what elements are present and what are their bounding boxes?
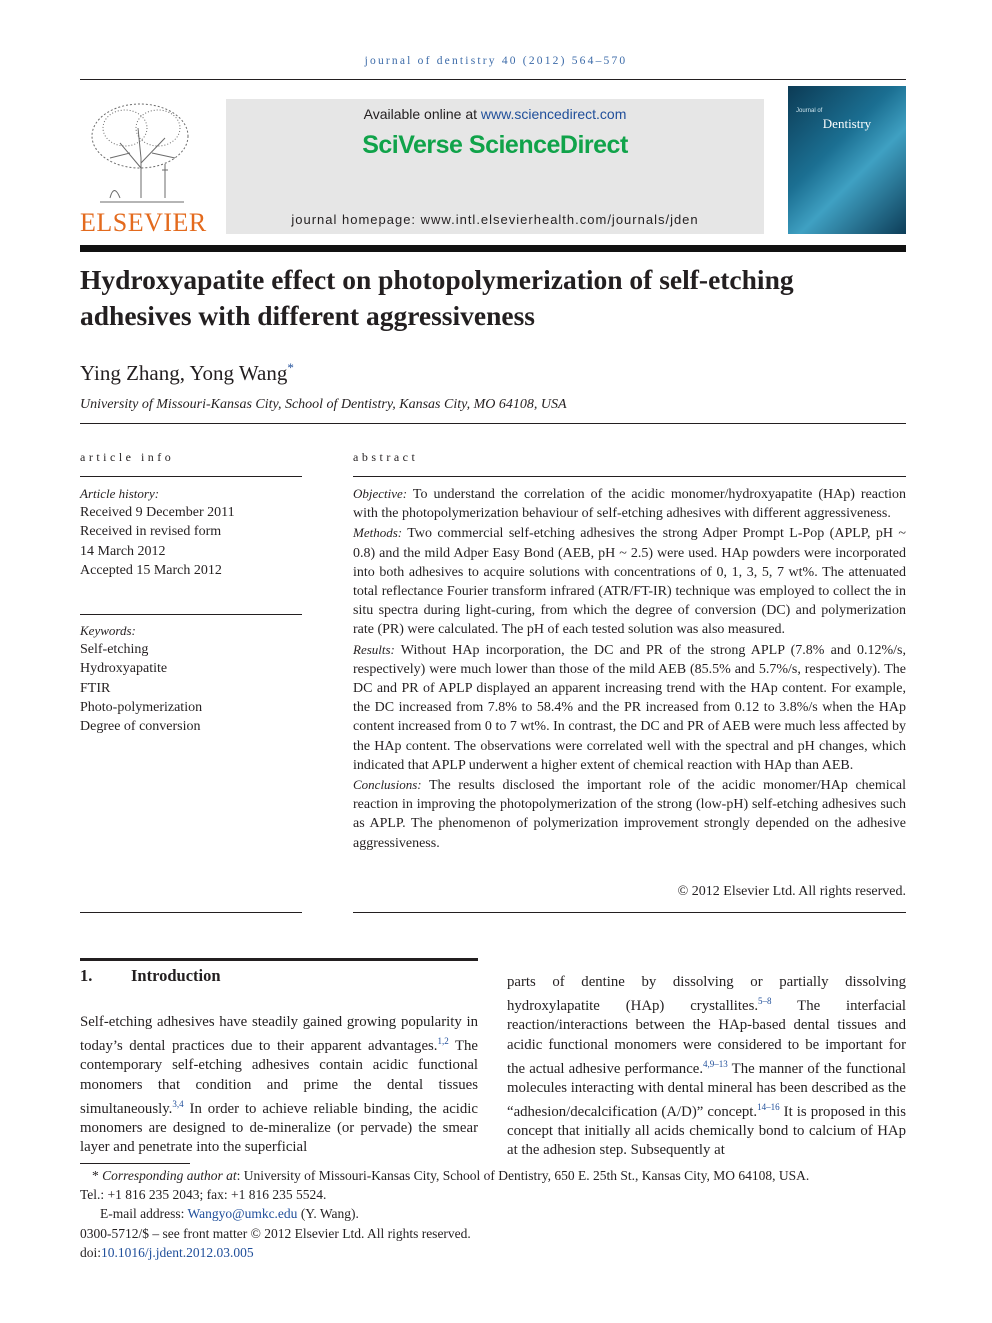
footnotes: [80, 1166, 906, 1262]
email-line: E-mail address: Wangyo@umkc.edu (Y. Wang).: [100, 1206, 359, 1222]
corresponding-author-note: * Corresponding author at: University of Missouri-Kansas City, School of Dentistry, 650 E. 25th St., Kansas City, MO 64108, USA.: [92, 1168, 810, 1183]
abstract-results: Results: Without HAp incorporation, the DC and PR of the strong APLP (7.8% and 0.12%/s, respectively) were much lower than those of the mild AEB (85.5% and 5.7%/s, respectively). The DC and PR of APLP displayed an apparent increasing trend with the HAp content. For example, the DC increased from 7.8% to 58.4% and the PR increased from 0.12 to 3.8%/s when the HAp content increased from 0 to 7 wt%. In contrast, the DC and PR of AEB were much less affected by the HAp content. The observations were correlated well with the spectral and pH changes, which indicated that APLP underwent a higher extent of chemical reaction with HAp than AEB.: [353, 641, 906, 773]
sciencedirect-link[interactable]: www.sciencedirect.com: [480, 106, 627, 122]
journal-cover-image: [788, 86, 906, 234]
abstract-methods: Methods: Two commercial self-etching adhesives the strong Adper Prompt L-Pop (APLP, pH ~ 0.8) and the mild Adper Easy Bond (AEB, pH ~ 2.5) were used. HAp powders were incorporated into both adhesives to acquire solutions with concentrations of 0, 1, 3, 5, 7 wt%. The attenuated total reflectance Fourier transform infrared (ATR/FT-IR) technique was employed to collect the in situ spectra during light-curing, from which the degree of conversion (DC) and polymerization rate (PR) were calculated. The pH of each tested solution was also measured.: [353, 525, 906, 638]
citation-link[interactable]: 5–8: [758, 996, 772, 1007]
intro-left-column: [80, 1013, 478, 1157]
abstract-copyright: © 2012 Elsevier Ltd. All rights reserved.: [677, 884, 906, 899]
intro-right-column: [507, 973, 906, 1161]
keywords-rule: [80, 614, 302, 615]
section-heading: [80, 966, 221, 986]
keyword-item: Self-etching: [80, 642, 149, 658]
article-history: [80, 484, 302, 580]
keyword-item: Degree of conversion: [80, 719, 201, 735]
cover-subtitle: Journal of: [796, 108, 823, 114]
article-info-heading: article info: [80, 450, 175, 464]
history-revised-label: Received in revised form: [80, 524, 222, 540]
affiliation-rule: [80, 423, 906, 424]
affiliation: University of Missouri-Kansas City, School of Dentistry, Kansas City, MO 64108, USA: [80, 397, 567, 412]
abstract-objective: Objective: To understand the correlation of the acidic monomer/hydroxyapatite (HAp) reaction with the photopolymerization behaviour of self-etching adhesives with different aggressiveness.: [353, 486, 906, 522]
history-label: Article history:: [80, 486, 160, 501]
cover-title: Dentistry: [822, 116, 872, 131]
abstract-end-rule: [353, 912, 906, 913]
journal-homepage[interactable]: journal homepage: www.intl.elsevierhealth.com/journals/jden: [291, 212, 699, 227]
footnote-rule: [80, 1163, 190, 1164]
issn-line: 0300-5712/$ – see front matter © 2012 Elsevier Ltd. All rights reserved.: [80, 1225, 471, 1241]
abstract-rule: [353, 476, 906, 477]
citation-link[interactable]: 4,9–13: [703, 1058, 728, 1069]
available-prefix: Available online at: [363, 106, 481, 122]
doi-link[interactable]: 10.1016/j.jdent.2012.03.005: [101, 1244, 254, 1260]
sciverse-sciencedirect-logo: SciVerse ScienceDirect: [362, 131, 628, 159]
keywords-label: Keywords:: [80, 623, 136, 638]
section-title: Introduction: [131, 966, 221, 985]
author-list: [80, 360, 294, 386]
intro-paragraph: parts of dentine by dissolving or partially dissolving hydroxylapatite (HAp) crystallites.$^{5-8}$ The interfacial reaction/interactions between the HAp-based dental tissues and acidic functional monomers were considered to be important for the actual adhesive performance.$^{4,9-13}$ The manner of the functional molecules interacting with dental mineral has been described as the “adhesion/decalcification (A/D)” concept.$^{14-16}$ It is proposed in this concept that initially all acids chemically bond to calcium of HAp at the adhesion step. Subsequently at: [507, 974, 907, 1159]
keyword-item: Hydroxyapatite: [80, 661, 168, 677]
keyword-item: Photo-polymerization: [80, 699, 203, 715]
article-info-end-rule: [80, 912, 302, 913]
email-link[interactable]: Wangyo@umkc.edu: [187, 1206, 298, 1222]
citation-link[interactable]: 14–16: [757, 1102, 780, 1113]
intro-paragraph: Self-etching adhesives have steadily gained growing popularity in today’s dental practices due to their apparent advantages.$^{1,2}$ The contemporary self-etching adhesives contain acidic functional monomers that condition and prime the dental tissues simultaneously.$^{3,4}$ In order to achieve reliable binding, the acidic monomers are designed to de-mineralize (or pervade) the smear layer and penetrate into the superficial: [80, 1014, 478, 1156]
section-rule: [80, 958, 478, 961]
abstract-heading: abstract: [353, 450, 419, 464]
history-accepted: Accepted 15 March 2012: [80, 562, 222, 578]
abstract-body: [353, 484, 906, 853]
journal-citation: journal of dentistry 40 (2012) 564–570: [364, 55, 628, 67]
header-rule: [80, 79, 906, 80]
corresponding-author-mark[interactable]: *: [287, 360, 294, 375]
citation-link[interactable]: 1,2: [437, 1036, 449, 1047]
keyword-item: FTIR: [80, 680, 111, 696]
corr-label: Corresponding author at: [102, 1168, 237, 1183]
authors: Ying Zhang, Yong Wang: [80, 361, 288, 385]
elsevier-wordmark: ELSEVIER: [80, 208, 207, 237]
doi-line: doi:10.1016/j.jdent.2012.03.005: [80, 1244, 254, 1260]
abstract-conclusions: Conclusions: The results disclosed the important role of the acidic monomer/HAp chemical reaction in improving the photopolymerization of the strong (low-pH) self-etching adhesives such as APLP. The phenomenon of polymerization improvement strongly depended on the adhesive aggressiveness.: [353, 777, 906, 851]
citation-link[interactable]: 3,4: [172, 1098, 184, 1109]
article-title: Hydroxyapatite effect on photopolymerization of self-etching adhesives with different aggressiveness: [80, 264, 794, 331]
article-info-rule: [80, 476, 302, 477]
title-rule: [80, 245, 906, 252]
keywords: [80, 621, 302, 736]
phone-fax: Tel.: +1 816 235 2043; fax: +1 816 235 5524.: [80, 1187, 327, 1203]
available-online: [226, 106, 764, 122]
section-number: 1.: [80, 966, 93, 985]
history-received: Received 9 December 2011: [80, 505, 235, 521]
history-revised-date: 14 March 2012: [80, 543, 166, 559]
